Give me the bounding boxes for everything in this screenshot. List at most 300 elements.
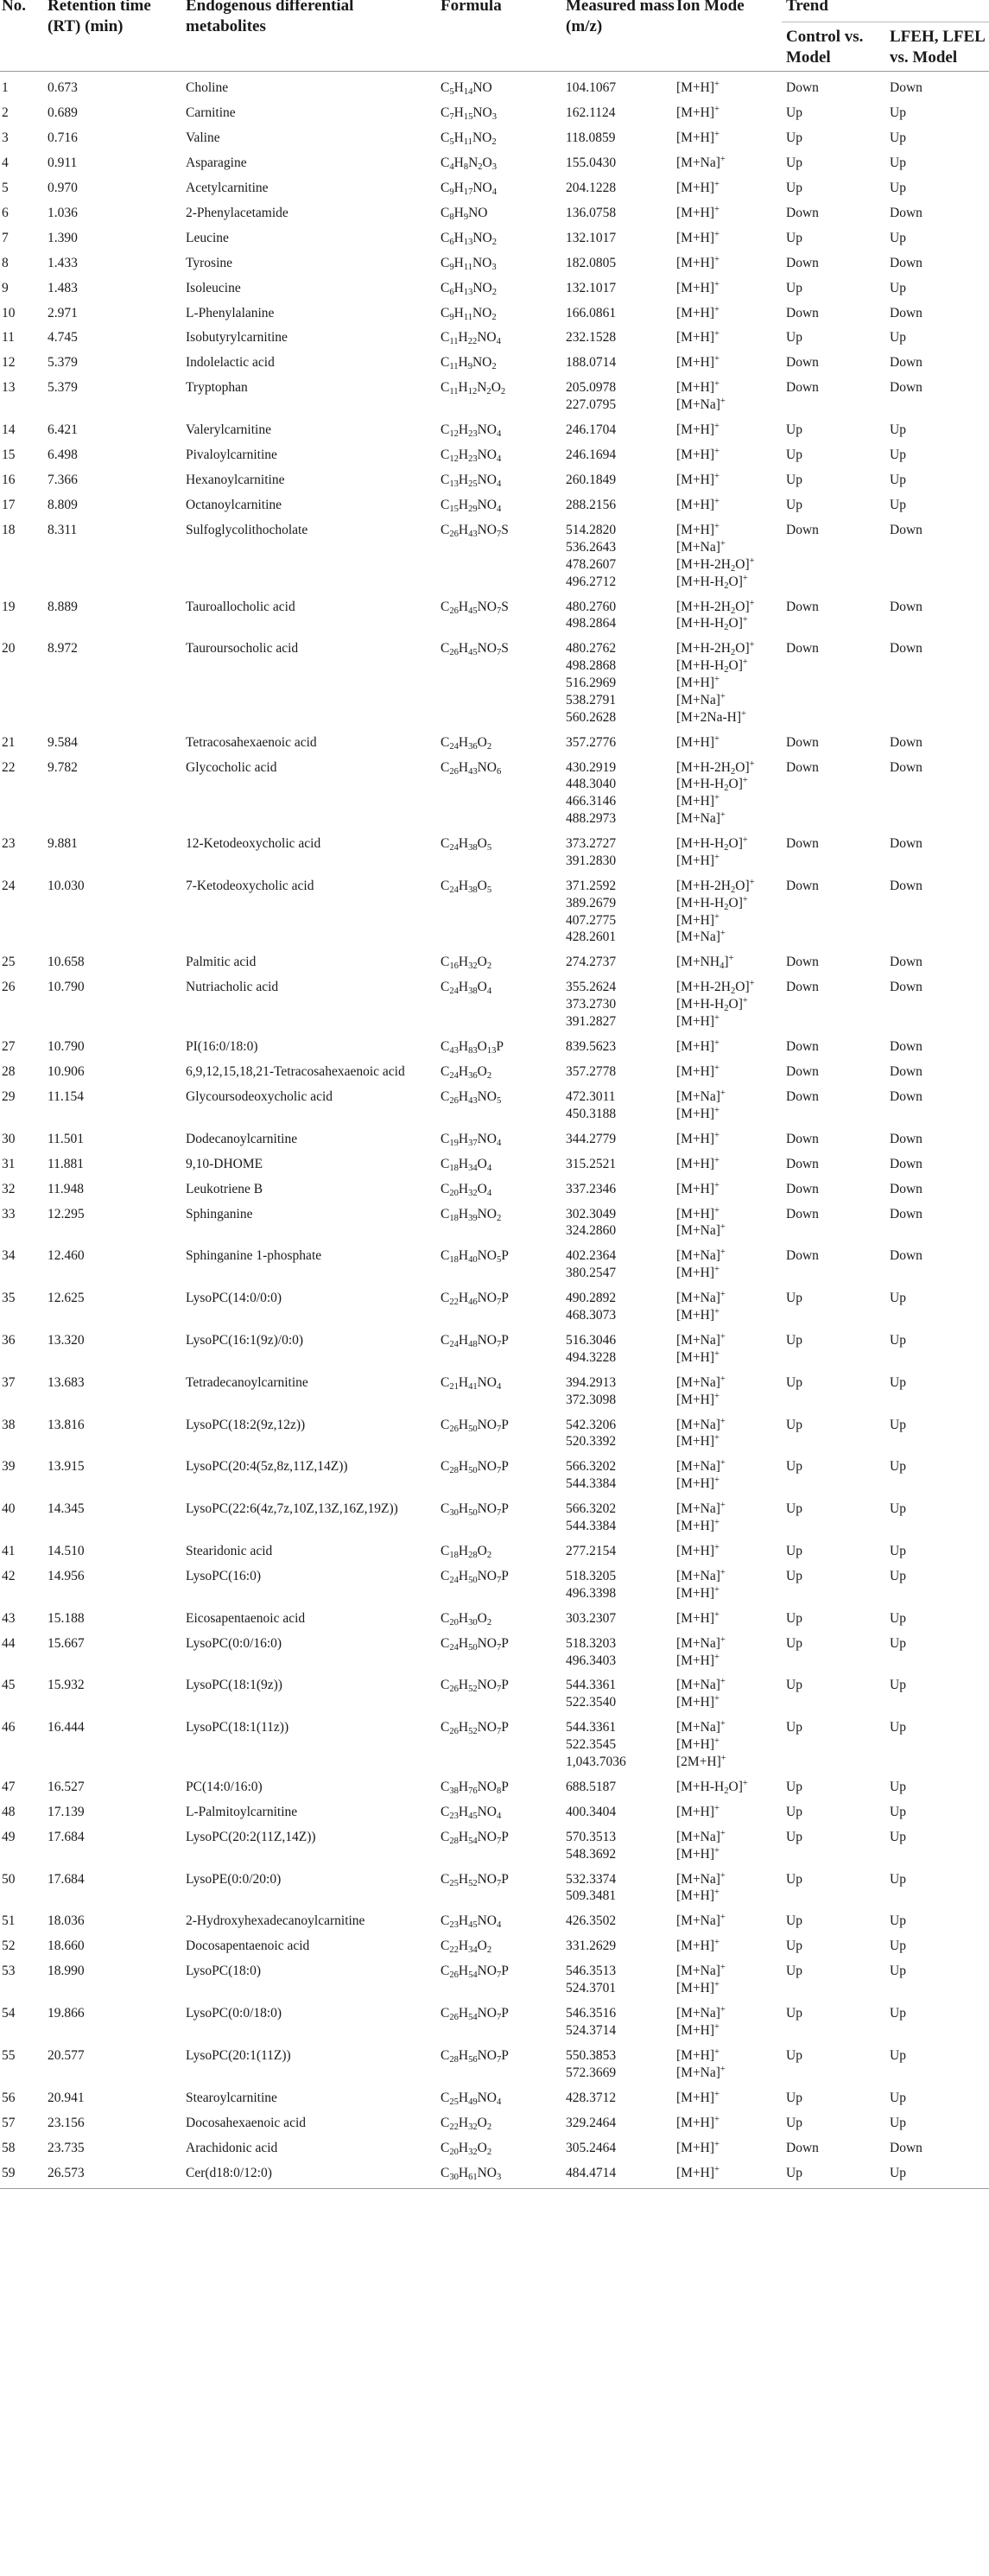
measured-mass: 524.3714 <box>566 2023 617 2038</box>
retention-time: 15.932 <box>48 1678 85 1692</box>
ion-mode: [M+Na]+ <box>676 1458 726 1474</box>
retention-time: 9.584 <box>48 735 78 750</box>
header-bottom-rule <box>0 71 989 72</box>
metabolite-name: Isoleucine <box>186 281 241 295</box>
trend-lfeh-lfel-vs-model: Down <box>890 1248 922 1263</box>
formula: $C_{15}H_{29}NO_4$ <box>441 498 502 515</box>
measured-mass: 516.2969 <box>566 676 617 690</box>
formula: $C_{18}H_{39}NO_2$ <box>441 1207 502 1224</box>
measured-mass: 509.3481 <box>566 1888 617 1903</box>
formula: $C_5H_{14}NO$ <box>441 80 492 98</box>
measured-mass: 302.3049 <box>566 1207 617 1221</box>
row-number: 43 <box>2 1611 16 1626</box>
trend-lfeh-lfel-vs-model: Up <box>890 1291 906 1305</box>
formula: $C_9H_{11}NO_2$ <box>441 306 497 323</box>
retention-time: 1.433 <box>48 256 78 270</box>
ion-mode: [M+H]+ <box>676 2022 720 2038</box>
row-number: 34 <box>2 1248 16 1263</box>
metabolite-name: 7-Ketodeoxycholic acid <box>186 879 314 893</box>
trend-control-vs-model: Down <box>786 206 819 220</box>
trend-lfeh-lfel-vs-model: Down <box>890 306 922 320</box>
row-number: 12 <box>2 355 16 370</box>
trend-lfeh-lfel-vs-model: Up <box>890 1720 906 1735</box>
ion-mode: [M+Na]+ <box>676 1332 726 1348</box>
ion-mode: [M+Na]+ <box>676 692 726 707</box>
ion-mode: [M+H]+ <box>676 1206 720 1221</box>
measured-mass: 566.3202 <box>566 1501 617 1516</box>
retention-time: 0.689 <box>48 105 78 120</box>
formula: $C_9H_{17}NO_4$ <box>441 181 497 198</box>
formula: $C_{26}H_{52}NO_7P$ <box>441 1678 509 1695</box>
formula: $C_{26}H_{43}NO_6$ <box>441 760 502 777</box>
retention-time: 10.790 <box>48 1039 85 1054</box>
row-number: 38 <box>2 1418 16 1432</box>
trend-control-vs-model: Down <box>786 1182 819 1196</box>
measured-mass: 426.3502 <box>566 1913 617 1928</box>
metabolite-name: LysoPE(0:0/20:0) <box>186 1872 282 1887</box>
measured-mass: 450.3188 <box>566 1107 617 1121</box>
metabolite-name: LysoPC(20:2(11Z,14Z)) <box>186 1830 316 1844</box>
ion-mode: [M+Na]+ <box>676 1963 726 1978</box>
trend-lfeh-lfel-vs-model: Up <box>890 1418 906 1432</box>
metabolite-name: LysoPC(18:2(9z,12z)) <box>186 1418 306 1432</box>
trend-control-vs-model: Down <box>786 1248 819 1263</box>
trend-control-vs-model: Up <box>786 2091 802 2105</box>
trend-control-vs-model: Down <box>786 380 819 395</box>
ion-mode: [M+Na]+ <box>676 1913 726 1928</box>
ion-mode: $[M+H-2H_2O]^+$ <box>676 599 755 617</box>
metabolite-name: LysoPC(20:1(11Z)) <box>186 2048 291 2063</box>
ion-mode: [M+H]+ <box>676 1694 720 1710</box>
measured-mass: 246.1694 <box>566 447 617 462</box>
metabolite-name: Palmitic acid <box>186 955 257 969</box>
trend-control-vs-model: Up <box>786 231 802 245</box>
formula: $C_{28}H_{54}NO_7P$ <box>441 1830 509 1847</box>
retention-time: 0.673 <box>48 80 78 95</box>
trend-lfeh-lfel-vs-model: Down <box>890 1182 922 1196</box>
trend-lfeh-lfel-vs-model: Up <box>890 181 906 195</box>
measured-mass: 373.2727 <box>566 836 617 851</box>
measured-mass: 104.1067 <box>566 80 617 95</box>
ion-mode: [M+H]+ <box>676 1265 720 1280</box>
ion-mode: [M+H]+ <box>676 1013 720 1029</box>
formula: $C_{11}H_9NO_2$ <box>441 355 497 372</box>
trend-lfeh-lfel-vs-model: Down <box>890 2141 922 2155</box>
measured-mass: 260.1849 <box>566 473 617 487</box>
metabolite-name: LysoPC(0:0/18:0) <box>186 2006 282 2021</box>
measured-mass: 407.2775 <box>566 913 617 928</box>
measured-mass: 560.2628 <box>566 710 617 725</box>
metabolite-name: LysoPC(18:0) <box>186 1964 261 1978</box>
trend-lfeh-lfel-vs-model: Up <box>890 1544 906 1558</box>
retention-time: 7.366 <box>48 473 78 487</box>
retention-time: 11.501 <box>48 1132 85 1146</box>
measured-mass: 544.3361 <box>566 1720 617 1735</box>
row-number: 1 <box>2 80 9 95</box>
measured-mass: 572.3669 <box>566 2065 617 2080</box>
metabolite-name: Docosapentaenoic acid <box>186 1938 310 1953</box>
retention-time: 10.658 <box>48 955 85 969</box>
retention-time: 13.320 <box>48 1333 85 1348</box>
retention-time: 5.379 <box>48 355 78 370</box>
trend-control-vs-model: Up <box>786 473 802 487</box>
trend-control-vs-model: Up <box>786 1459 802 1474</box>
row-number: 29 <box>2 1089 16 1104</box>
measured-mass: 496.3403 <box>566 1653 617 1668</box>
trend-control-vs-model: Down <box>786 256 819 270</box>
trend-control-vs-model: Up <box>786 1964 802 1978</box>
ion-mode: $[M+H-H_2O]^+$ <box>676 996 748 1014</box>
trend-control-vs-model: Up <box>786 1678 802 1692</box>
metabolite-name: LysoPC(14:0/0:0) <box>186 1291 282 1305</box>
ion-mode: [M+Na]+ <box>676 810 726 826</box>
metabolite-name: L-Phenylalanine <box>186 306 275 320</box>
ion-mode: [M+H]+ <box>676 205 720 220</box>
retention-time: 18.990 <box>48 1964 85 1978</box>
trend-control-vs-model: Down <box>786 980 819 994</box>
retention-time: 15.667 <box>48 1636 85 1651</box>
trend-lfeh-lfel-vs-model: Down <box>890 836 922 851</box>
measured-mass: 246.1704 <box>566 422 617 437</box>
row-number: 6 <box>2 206 9 220</box>
ion-mode: [M+H]+ <box>676 130 720 145</box>
retention-time: 12.295 <box>48 1207 85 1221</box>
measured-mass: 132.1017 <box>566 231 617 245</box>
ion-mode: $[M+H-2H_2O]^+$ <box>676 640 755 658</box>
row-number: 23 <box>2 836 16 851</box>
metabolite-name: 9,10-DHOME <box>186 1157 263 1171</box>
header-control-line2: Model <box>786 48 831 67</box>
ion-mode: [M+H]+ <box>676 1543 720 1558</box>
retention-time: 18.036 <box>48 1913 85 1928</box>
measured-mass: 536.2643 <box>566 540 617 555</box>
metabolite-name: 12-Ketodeoxycholic acid <box>186 836 321 851</box>
row-number: 52 <box>2 1938 16 1953</box>
measured-mass: 544.3384 <box>566 1476 617 1491</box>
trend-control-vs-model: Up <box>786 2166 802 2180</box>
metabolite-name: Isobutyrylcarnitine <box>186 330 288 345</box>
formula: $C_{20}H_{30}O_2$ <box>441 1611 492 1628</box>
formula: $C_6H_{13}NO_2$ <box>441 231 497 248</box>
measured-mass: 277.2154 <box>566 1544 617 1558</box>
ion-mode: [M+H]+ <box>676 1392 720 1407</box>
ion-mode: [M+H]+ <box>676 912 720 928</box>
trend-control-vs-model: Up <box>786 1720 802 1735</box>
ion-mode: [M+H]+ <box>676 255 720 270</box>
trend-control-vs-model: Down <box>786 1089 819 1104</box>
measured-mass: 546.3516 <box>566 2006 617 2021</box>
trend-lfeh-lfel-vs-model: Up <box>890 1805 906 1819</box>
measured-mass: 155.0430 <box>566 155 617 170</box>
formula: $C_{26}H_{52}NO_7P$ <box>441 1720 509 1737</box>
ion-mode: [M+H]+ <box>676 1475 720 1491</box>
measured-mass: 136.0758 <box>566 206 617 220</box>
formula: $C_{30}H_{50}NO_7P$ <box>441 1501 509 1519</box>
measured-mass: 524.3701 <box>566 1981 617 1995</box>
measured-mass: 514.2820 <box>566 523 617 537</box>
formula: $C_{12}H_{23}NO_4$ <box>441 447 502 465</box>
trend-control-vs-model: Up <box>786 1938 802 1953</box>
measured-mass: 288.2156 <box>566 498 617 512</box>
metabolite-name: Nutriacholic acid <box>186 980 279 994</box>
row-number: 15 <box>2 447 16 462</box>
ion-mode: [M+H]+ <box>676 280 720 295</box>
trend-lfeh-lfel-vs-model: Up <box>890 1375 906 1390</box>
trend-lfeh-lfel-vs-model: Up <box>890 1501 906 1516</box>
trend-lfeh-lfel-vs-model: Up <box>890 1872 906 1887</box>
trend-lfeh-lfel-vs-model: Up <box>890 1938 906 1953</box>
header-metabolites-line2: metabolites <box>186 17 266 35</box>
metabolite-name: Valerylcarnitine <box>186 422 271 437</box>
formula: $C_{18}H_{40}NO_5P$ <box>441 1248 509 1266</box>
measured-mass: 570.3513 <box>566 1830 617 1844</box>
formula: $C_{38}H_{76}NO_8P$ <box>441 1780 509 1797</box>
trend-lfeh-lfel-vs-model: Down <box>890 1089 922 1104</box>
header-measured-mass-line1: Measured mass <box>566 0 675 15</box>
measured-mass: 518.3205 <box>566 1569 617 1583</box>
metabolite-name: LysoPC(20:4(5z,8z,11Z,14Z)) <box>186 1459 348 1474</box>
trend-control-vs-model: Up <box>786 1872 802 1887</box>
row-number: 44 <box>2 1636 16 1651</box>
measured-mass: 371.2592 <box>566 879 617 893</box>
retention-time: 4.745 <box>48 330 78 345</box>
measured-mass: 480.2762 <box>566 641 617 656</box>
ion-mode: [M+H]+ <box>676 79 720 95</box>
metabolite-name: 2-Hydroxyhexadecanoylcarnitine <box>186 1913 365 1928</box>
metabolite-name: Tyrosine <box>186 256 233 270</box>
row-number: 57 <box>2 2116 16 2130</box>
trend-lfeh-lfel-vs-model: Up <box>890 2006 906 2021</box>
ion-mode: $[M+H-2H_2O]^+$ <box>676 556 755 574</box>
ion-mode: [M+H]+ <box>676 2115 720 2130</box>
formula: $C_{26}H_{50}NO_7P$ <box>441 1418 509 1435</box>
measured-mass: 538.2791 <box>566 693 617 707</box>
ion-mode: [M+H]+ <box>676 354 720 370</box>
trend-control-vs-model: Up <box>786 2006 802 2021</box>
trend-lfeh-lfel-vs-model: Up <box>890 1780 906 1794</box>
ion-mode: [M+H]+ <box>676 793 720 809</box>
header-retention-time-line2: (RT) (min) <box>48 17 124 35</box>
metabolite-name: LysoPC(16:0) <box>186 1569 261 1583</box>
trend-lfeh-lfel-vs-model: Up <box>890 1611 906 1626</box>
ion-mode: $[M+H-H_2O]^+$ <box>676 615 748 633</box>
header-retention-time-line1: Retention time <box>48 0 151 15</box>
trend-lfeh-lfel-vs-model: Down <box>890 879 922 893</box>
formula: $C_{21}H_{41}NO_4$ <box>441 1375 502 1393</box>
row-number: 10 <box>2 306 16 320</box>
retention-time: 16.444 <box>48 1720 85 1735</box>
measured-mass: 430.2919 <box>566 760 617 775</box>
ion-mode: [2M+H]+ <box>676 1754 726 1769</box>
retention-time: 14.345 <box>48 1501 85 1516</box>
ion-mode: [M+Na]+ <box>676 1247 726 1263</box>
trend-lfeh-lfel-vs-model: Up <box>890 1333 906 1348</box>
trend-control-vs-model: Down <box>786 2141 819 2155</box>
measured-mass: 373.2730 <box>566 997 617 1012</box>
formula: $C_{19}H_{37}NO_4$ <box>441 1132 502 1149</box>
retention-time: 5.379 <box>48 380 78 395</box>
retention-time: 9.782 <box>48 760 78 775</box>
measured-mass: 337.2346 <box>566 1182 617 1196</box>
ion-mode: [M+H]+ <box>676 105 720 120</box>
retention-time: 6.421 <box>48 422 78 437</box>
retention-time: 8.809 <box>48 498 78 512</box>
trend-lfeh-lfel-vs-model: Up <box>890 330 906 345</box>
formula: $C_7H_{15}NO_3$ <box>441 105 497 123</box>
retention-time: 17.684 <box>48 1872 85 1887</box>
row-number: 55 <box>2 2048 16 2063</box>
trend-control-vs-model: Up <box>786 2116 802 2130</box>
ion-mode: [M+H]+ <box>676 1888 720 1903</box>
ion-mode: $[M+H-H_2O]^+$ <box>676 1779 748 1797</box>
row-number: 59 <box>2 2166 16 2180</box>
retention-time: 11.881 <box>48 1157 85 1171</box>
header-no: No. <box>2 0 26 15</box>
row-number: 56 <box>2 2091 16 2105</box>
trend-lfeh-lfel-vs-model: Up <box>890 281 906 295</box>
row-number: 39 <box>2 1459 16 1474</box>
ion-mode: [M+Na]+ <box>676 1677 726 1692</box>
measured-mass: 1,043.7036 <box>566 1754 626 1769</box>
trend-control-vs-model: Up <box>786 498 802 512</box>
formula: $C_{26}H_{43}NO_5$ <box>441 1089 502 1107</box>
row-number: 27 <box>2 1039 16 1054</box>
measured-mass: 496.3398 <box>566 1586 617 1601</box>
trend-lfeh-lfel-vs-model: Down <box>890 80 922 95</box>
formula: $C_{30}H_{61}NO_3$ <box>441 2166 502 2183</box>
trend-control-vs-model: Up <box>786 281 802 295</box>
measured-mass: 391.2830 <box>566 853 617 868</box>
metabolite-name: Eicosapentaenoic acid <box>186 1611 306 1626</box>
row-number: 30 <box>2 1132 16 1146</box>
measured-mass: 472.3011 <box>566 1089 616 1104</box>
measured-mass: 394.2913 <box>566 1375 617 1390</box>
measured-mass: 344.2779 <box>566 1132 617 1146</box>
trend-lfeh-lfel-vs-model: Down <box>890 1207 922 1221</box>
ion-mode: [M+H]+ <box>676 1653 720 1668</box>
retention-time: 13.816 <box>48 1418 85 1432</box>
metabolite-name: Glycocholic acid <box>186 760 277 775</box>
ion-mode: [M+H]+ <box>676 1156 720 1171</box>
retention-time: 10.906 <box>48 1064 85 1079</box>
trend-lfeh-lfel-vs-model: Up <box>890 473 906 487</box>
measured-mass: 544.3384 <box>566 1519 617 1533</box>
ion-mode: $[M+H-H_2O]^+$ <box>676 776 748 794</box>
trend-control-vs-model: Down <box>786 1132 819 1146</box>
measured-mass: 496.2712 <box>566 574 617 589</box>
trend-lfeh-lfel-vs-model: Up <box>890 2116 906 2130</box>
measured-mass: 132.1017 <box>566 281 617 295</box>
metabolite-name: Leucine <box>186 231 229 245</box>
metabolite-name: Indolelactic acid <box>186 355 275 370</box>
measured-mass: 182.0805 <box>566 256 617 270</box>
row-number: 31 <box>2 1157 16 1171</box>
formula: $C_{12}H_{23}NO_4$ <box>441 422 502 440</box>
ion-mode: [M+H]+ <box>676 1518 720 1533</box>
trend-control-vs-model: Up <box>786 1333 802 1348</box>
formula: $C_9H_{11}NO_3$ <box>441 256 497 273</box>
formula: $C_{20}H_{32}O_2$ <box>441 2141 492 2158</box>
trend-control-vs-model: Up <box>786 1636 802 1651</box>
ion-mode: [M+Na]+ <box>676 1501 726 1516</box>
measured-mass: 329.2464 <box>566 2116 617 2130</box>
header-retention-time <box>48 0 151 37</box>
trend-lfeh-lfel-vs-model: Up <box>890 1459 906 1474</box>
trend-control-vs-model: Down <box>786 735 819 750</box>
metabolite-name: Pivaloylcarnitine <box>186 447 277 462</box>
formula: $C_{22}H_{46}NO_7P$ <box>441 1291 509 1308</box>
ion-mode: [M+H]+ <box>676 1106 720 1121</box>
ion-mode: $[M+H-2H_2O]^+$ <box>676 979 755 997</box>
trend-lfeh-lfel-vs-model: Up <box>890 2048 906 2063</box>
trend-lfeh-lfel-vs-model: Down <box>890 1132 922 1146</box>
metabolite-name: Sphinganine 1-phosphate <box>186 1248 322 1263</box>
trend-control-vs-model: Down <box>786 600 819 614</box>
ion-mode: [M+Na]+ <box>676 1222 726 1238</box>
row-number: 54 <box>2 2006 16 2021</box>
ion-mode: [M+Na]+ <box>676 2065 726 2080</box>
formula: $C_{24}H_{38}O_5$ <box>441 879 492 896</box>
measured-mass: 232.1528 <box>566 330 617 345</box>
row-number: 26 <box>2 980 16 994</box>
row-number: 53 <box>2 1964 16 1978</box>
metabolite-name: 6,9,12,15,18,21-Tetracosahexaenoic acid <box>186 1064 405 1079</box>
retention-time: 1.036 <box>48 206 78 220</box>
trend-lfeh-lfel-vs-model: Down <box>890 641 922 656</box>
header-formula: Formula <box>441 0 502 15</box>
header-metabolites-line1: Endogenous differential <box>186 0 354 15</box>
row-number: 22 <box>2 760 16 775</box>
ion-mode: [M+Na]+ <box>676 539 726 555</box>
row-number: 19 <box>2 600 16 614</box>
formula: $C_{11}H_{12}N_2O_2$ <box>441 380 506 397</box>
trend-lfeh-lfel-vs-model: Up <box>890 130 906 145</box>
row-number: 18 <box>2 523 16 537</box>
measured-mass: 324.2860 <box>566 1223 617 1238</box>
trend-control-vs-model: Down <box>786 1157 819 1171</box>
formula: $C_{24}H_{48}NO_7P$ <box>441 1333 509 1350</box>
measured-mass: 480.2760 <box>566 600 617 614</box>
metabolite-name: Stearidonic acid <box>186 1544 273 1558</box>
metabolite-name: Tauroallocholic acid <box>186 600 295 614</box>
measured-mass: 166.0861 <box>566 306 617 320</box>
row-number: 47 <box>2 1780 16 1794</box>
measured-mass: 357.2778 <box>566 1064 617 1079</box>
retention-time: 14.956 <box>48 1569 85 1583</box>
metabolite-name: LysoPC(18:1(11z)) <box>186 1720 289 1735</box>
measured-mass: 548.3692 <box>566 1847 617 1862</box>
ion-mode: [M+Na]+ <box>676 1290 726 1305</box>
trend-control-vs-model: Up <box>786 1569 802 1583</box>
ion-mode: [M+Na]+ <box>676 155 726 170</box>
retention-time: 8.889 <box>48 600 78 614</box>
ion-mode: [M+H]+ <box>676 2090 720 2105</box>
ion-mode: [M+H]+ <box>676 1804 720 1819</box>
trend-control-vs-model: Up <box>786 130 802 145</box>
measured-mass: 428.3712 <box>566 2091 617 2105</box>
metabolite-name: LysoPC(16:1(9z)/0:0) <box>186 1333 304 1348</box>
measured-mass: 118.0859 <box>566 130 616 145</box>
measured-mass: 516.3046 <box>566 1333 617 1348</box>
retention-time: 1.390 <box>48 231 78 245</box>
ion-mode: [M+Na]+ <box>676 1829 726 1844</box>
measured-mass: 542.3206 <box>566 1418 617 1432</box>
ion-mode: [M+H]+ <box>676 1938 720 1953</box>
row-number: 3 <box>2 130 9 145</box>
ion-mode: [M+H]+ <box>676 1349 720 1365</box>
retention-time: 12.625 <box>48 1291 85 1305</box>
ion-mode: [M+H]+ <box>676 1038 720 1054</box>
